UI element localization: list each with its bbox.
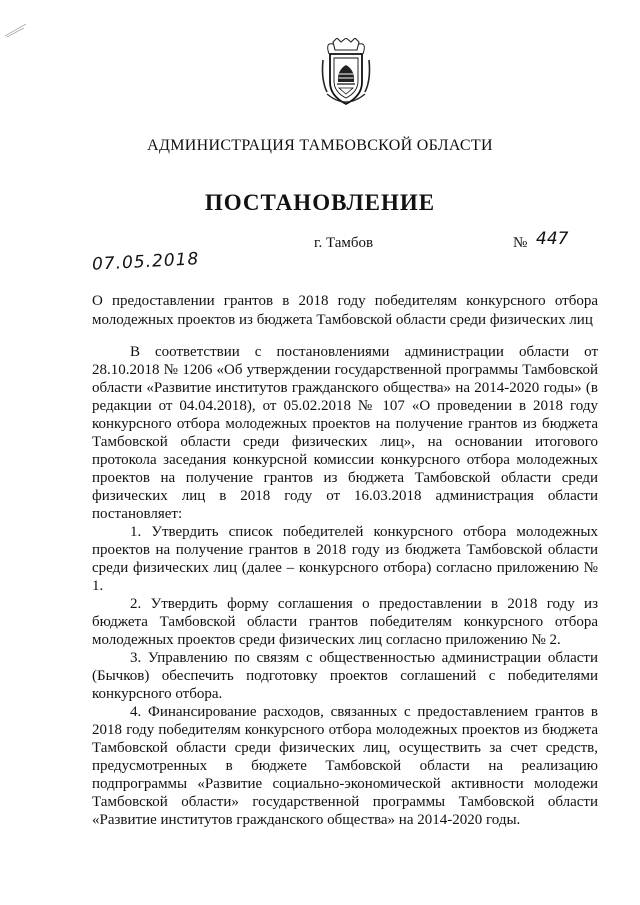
scan-corner-mark [4,22,28,38]
coat-of-arms-emblem [319,38,373,108]
document-subject: О предоставлении грантов в 2018 году победителям конкурсного отбора молодежных проектов из бюджета Тамбовской области среди физических лиц [92,293,598,328]
handwritten-number: 447 [536,229,569,249]
city-label: г. Тамбов [314,235,374,251]
number-sign: № [513,235,528,251]
document-type-title: ПОСТАНОВЛЕНИЕ [204,190,436,215]
document-body [92,343,598,829]
clause-2-paragraph: 2. Утвердить форму соглашения о предоставлении в 2018 году из бюджета Тамбовской области грантов победителям конкурсного отбора молодежных проектов среди физических лиц согласно приложению № 2. [92,596,598,648]
authority-name: АДМИНИСТРАЦИЯ ТАМБОВСКОЙ ОБЛАСТИ [147,137,493,154]
preamble-paragraph: В соответствии с постановлениями администрации области от 28.10.2018 № 1206 «Об утверждении государственной программы Тамбовской области «Развитие институтов гражданского общества» на 2014-2020 годы» (в редакции от 04.04.2018), от 05.02.2018 № 107 «О проведении в 2018 году конкурсного отбора молодежных проектов на получение грантов из бюджета Тамбовской области среди физических лиц», на основании итогового протокола заседания конкурсной комиссии конкурсного отбора молодежных проектов на получение грантов из бюджета Тамбовской области среди физических лиц в 2018 году от 16.03.2018 администрация области постановляет: [92,344,598,522]
clause-3-paragraph: 3. Управлению по связям с общественностью администрации области (Бычков) обеспечить подготовку проектов соглашений с победителями конкурсного отбора. [92,650,598,702]
clause-4-paragraph: 4. Финансирование расходов, связанных с предоставлением грантов в 2018 году победителям конкурсного отбора молодежных проектов из бюджета Тамбовской области среди физических лиц, осуществить за счет средств, предусмотренных в бюджете Тамбовской области на реализацию подпрограммы «Развитие социально-экономической активности молодежи Тамбовской области» государственной программы Тамбовской области «Развитие институтов гражданского общества» на 2014-2020 годы. [92,704,598,828]
clause-1-paragraph: 1. Утвердить список победителей конкурсного отбора молодежных проектов на получение грантов в 2018 году из бюджета Тамбовской области среди физических лиц (далее – конкурсного отбора) согласно приложению № 1. [92,524,598,594]
handwritten-date: 07.05.2018 [91,249,200,275]
